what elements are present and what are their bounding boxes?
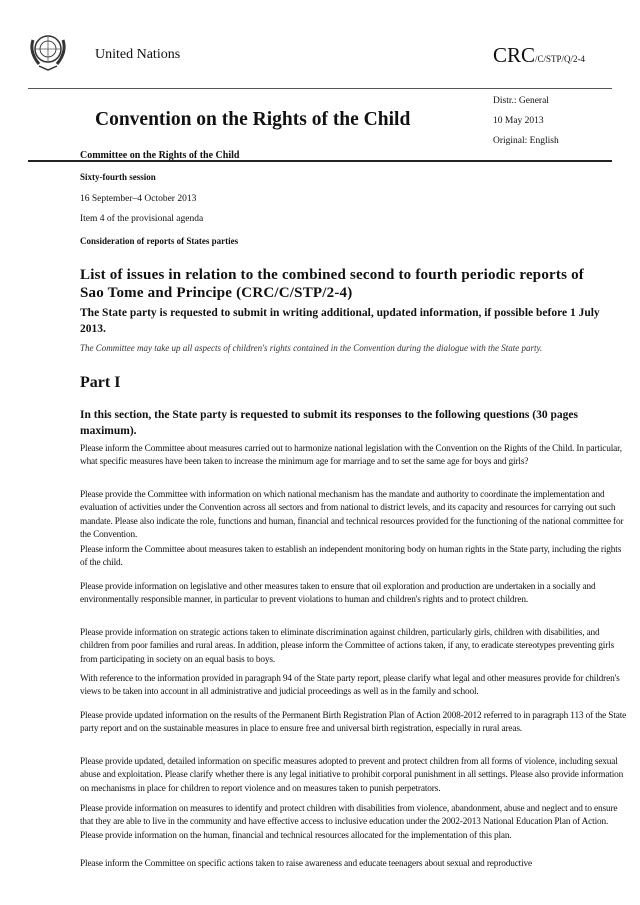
section-intro: In this section, the State party is requested to submit its responses to the following questions (30 pages maximum). (80, 409, 578, 437)
organization-name: United Nations (95, 47, 181, 62)
symbol-sub: /C/STP/Q/2-4 (535, 54, 586, 64)
document-date: 10 May 2013 (493, 116, 544, 126)
committee-note: The Committee may take up all aspects of children's rights contained in the Convention during the dialogue with the State party. (80, 343, 543, 353)
paragraph: Please provide information on strategic actions taken to eliminate discrimination against children, particularly girls, children with disabilities, and children from poor families and rural areas. In addition, please inform the Committee of actions taken, if any, to eradicate stereotypes preventing girls from participating in society on an equal basis to boys. (80, 628, 615, 665)
document-symbol (493, 43, 585, 68)
paragraph: With reference to the information provided in paragraph 94 of the State party report, please clarify what legal and other measures provide for children's views to be taken into account in all administrative and judicial proceedings as well as in the family and school. (80, 674, 620, 698)
paragraph: Please provide the Committee with information on which national mechanism has the mandate and authority to coordinate the implementation and evaluation of activities under the Convention across all sectors and from national to district levels, and its capacity and resources for carrying out such mandate. Please also indicate the role, functions and human, financial and technical resources provided for the functioning of the national committee for the Convention. (80, 490, 624, 540)
original-language: Original: English (493, 136, 559, 146)
session: Sixty-fourth session (80, 172, 156, 182)
paragraph: Please inform the Committee about measures carried out to harmonize national legislation with the Convention on the Rights of the Child. In particular, what specific measures have been taken to increase the minimum age for marriage and to set the same age for boys and girls? (80, 444, 622, 468)
agenda-item: Item 4 of the provisional agenda (80, 214, 204, 224)
submission-request: The State party is requested to submit in writing additional, updated information, if possible before 1 July 2013. (80, 307, 600, 335)
paragraph: Please inform the Committee on specific actions taken to raise awareness and educate teenagers about sexual and reproductive (80, 859, 533, 869)
symbol-main: CRC (493, 43, 536, 67)
document-heading: List of issues in relation to the combined second to fourth periodic reports of Sao Tome and Principe (CRC/C/STP/2-4) (80, 267, 584, 301)
consideration: Consideration of reports of States parties (80, 236, 239, 246)
distribution: Distr.: General (493, 96, 549, 106)
part-heading: Part I (80, 374, 121, 391)
paragraph: Please provide updated, detailed information on specific measures adopted to prevent and protect children from all forms of violence, including sexual abuse and exploitation. Please clarify whether there is any legal initiative to prohibit corporal punishment in all settings. Please also provide information on mechanisms in place for children to report violence and on measures taken to punish perpetrators. (80, 757, 624, 794)
paragraph: Please provide information on legislative and other measures taken to ensure that oil exploration and production are undertaken in a socially and environmentally responsible manner, in particular to prevent violations to human and children's rights and to protect children. (80, 582, 596, 606)
document-title: Convention on the Rights of the Child (95, 109, 411, 130)
paragraph: Please provide updated information on the results of the Permanent Birth Registration Plan of Action 2008-2012 referred to in paragraph 113 of the State party report and on the sustainable measures in place to ensure free and universal birth registration, especially in rural areas. (80, 711, 627, 735)
paragraph: Please provide information on measures to identify and protect children with disabilities from violence, abandonment, abuse and neglect and to ensure that they are able to live in the community and have effective access to inclusive education under the 2002-2013 National Education Plan of Action. Please provide information on the human, financial and technical resources allocated for the implementation of this plan. (80, 804, 618, 841)
committee-name: Committee on the Rights of the Child (80, 150, 240, 161)
header-divider (28, 88, 612, 89)
session-dates: 16 September–4 October 2013 (80, 194, 197, 204)
paragraph: Please inform the Committee about measures taken to establish an independent monitoring body on human rights in the State party, including the rights of the child. (80, 545, 622, 569)
un-emblem-icon (27, 30, 69, 72)
